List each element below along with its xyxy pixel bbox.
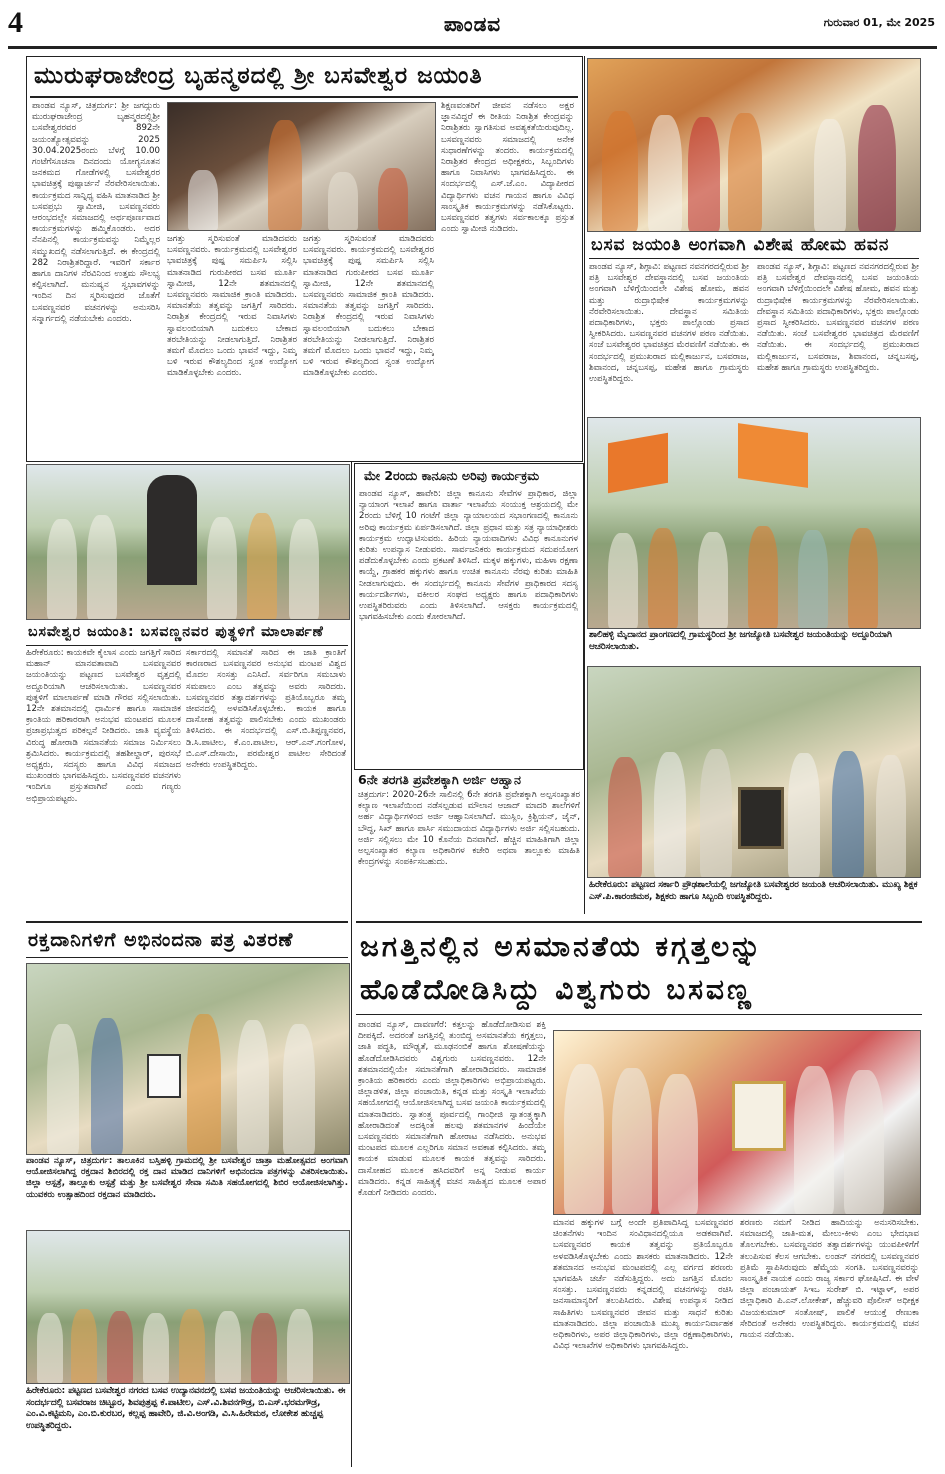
- story2-body-a: ಪಾಂಡವ ನ್ಯೂಸ್, ಶಿಗ್ಗಾವಿ: ಪಟ್ಟಣದ ನವನಗರದಲ್ಲಿರುವ ಶ್ರೀ ಪತ್ರಿ ಬಸವೇಶ್ವರ ದೇವಸ್ಥಾನದಲ್ಲಿ ಬಸವ ಜಯಂತಿಯ ಅಂಗವಾಗಿ ಬೆಳಿಗ್ಗೆಯಿಂದಲೇ ವಿಶೇಷ ಹೋಮ, ಹವನ ಮತ್ತು ರುದ್ರಾಭಿಷೇಕ ಕಾರ್ಯಕ್ರಮಗಳನ್ನು ನೆರವೇರಿಸಲಾಯಿತು. ದೇವಸ್ಥಾನ ಸಮಿತಿಯ ಪದಾಧಿಕಾರಿಗಳು, ಭಕ್ತರು ಪಾಲ್ಗೊಂಡು ಪ್ರಸಾದ ಸ್ವೀಕರಿಸಿದರು. ಬಸವಣ್ಣನವರ ವಚನಗಳ ಪಠಣ ನಡೆಯಿತು. ಸಂಜೆ ಬಸವೇಶ್ವರರ ಭಾವಚಿತ್ರದ ಮೆರವಣಿಗೆ ನಡೆಯಿತು. ಈ ಸಂದರ್ಭದಲ್ಲಿ ಪ್ರಮುಖರಾದ ಮಲ್ಲಿಕಾರ್ಜುನ, ಬಸವರಾಜ, ಶಿವಾನಂದ, ಚನ್ನಬಸಪ್ಪ, ಮಹೇಶ ಹಾಗೂ ಗ್ರಾಮಸ್ಥರು ಉಪಸ್ಥಿತರಿದ್ದರು.: [589, 262, 749, 385]
- story3-headline: ಮೇ 2ರಂದು ಕಾನೂನು ಅರಿವು ಕಾರ್ಯಕ್ರಮ: [358, 466, 578, 486]
- caption-right2: ಹಿರೇಕೆರೂರು: ಪಟ್ಟಣದ ಸರ್ಕಾರಿ ಪ್ರೌಢಶಾಲೆಯಲ್ಲಿ ಜಗಜ್ಯೋತಿ ಬಸವೇಶ್ವರರ ಜಯಂತಿ ಆಚರಿಸಲಾಯಿತು. ಮುಖ್ಯ ಶಿಕ್ಷಕ ಎಸ್.ಪಿ.ಕಾರಂಜಿಮಠ, ಶಿಕ್ಷಕರು ಹಾಗೂ ಸಿಬ್ಬಂದಿ ಉಪಸ್ಥಿತರಿದ್ದರು.: [589, 880, 918, 902]
- story1-headline: ಮುರುಘರಾಜೇಂದ್ರ ಬೃಹನ್ಮಠದಲ್ಲಿ ಶ್ರೀ ಬಸವೇಶ್ವರ ಜಯಂತಿ: [34, 63, 483, 89]
- story7-col-a: ಪಾಂಡವ ನ್ಯೂಸ್, ದಾವಣಗೆರೆ: ಕತ್ತಲನ್ನು ಹೊಡೆದೋಡಿಸುವ ಶಕ್ತಿ ದೀಪಕ್ಕಿದೆ. ಅದರಂತೆ ಜಗತ್ತಿನಲ್ಲಿ ತುಂಬಿದ್ದ ಅಸಮಾನತೆಯ ಕಗ್ಗತ್ತಲು, ಜಾತಿ ಪದ್ಧತಿ, ಮೌಢ್ಯತೆ, ಮೂಢನಂಬಿಕೆ ಹಾಗೂ ಶೋಷಣೆಯನ್ನು ಹೊಡೆದೋಡಿಸಿದವರು ವಿಶ್ವಗುರು ಬಸವಣ್ಣನವರು. 12ನೇ ಶತಮಾನದಲ್ಲಿಯೇ ಸಮಾನತೆಗಾಗಿ ಹೋರಾಡಿದವರು. ಸಾಮಾಜಿಕ ಕ್ರಾಂತಿಯ ಹರಿಕಾರರು ಎಂದು ಜಿಲ್ಲಾಧಿಕಾರಿಗಳು ಅಭಿಪ್ರಾಯಪಟ್ಟರು. ಜಿಲ್ಲಾಡಳಿತ, ಜಿಲ್ಲಾ ಪಂಚಾಯಿತಿ, ಕನ್ನಡ ಮತ್ತು ಸಂಸ್ಕೃತಿ ಇಲಾಖೆಯ ಸಹಯೋಗದಲ್ಲಿ ಆಯೋಜಿಸಲಾಗಿದ್ದ ಬಸವ ಜಯಂತಿ ಕಾರ್ಯಕ್ರಮದಲ್ಲಿ ಮಾತನಾಡಿದರು. ಸ್ವಾತಂತ್ರ್ಯ ಪೂರ್ವದಲ್ಲಿ ಗಾಂಧೀಜಿ ಸ್ವಾತಂತ್ರ್ಯಕ್ಕಾಗಿ ಹೋರಾಡಿದಂತೆ ಅದಕ್ಕಿಂತ ಹಲವು ಶತಮಾನಗಳ ಹಿಂದೆಯೇ ಬಸವಣ್ಣನವರು ಸಮಾನತೆಗಾಗಿ ಹೋರಾಟ ನಡೆಸಿದರು. ಅನುಭವ ಮಂಟಪದ ಮೂಲಕ ಎಲ್ಲರಿಗೂ ಸಮಾನ ಅವಕಾಶ ಕಲ್ಪಿಸಿದರು. ತಮ್ಮ ಕಾಯಕ ಮಾಡುವ ಮೂಲಕ ಕಾಯಕ ತತ್ವವನ್ನು ಸಾರಿದರು. ದಾಸೋಹದ ಮೂಲಕ ಹಸಿದವರಿಗೆ ಅನ್ನ ನೀಡುವ ಕಾರ್ಯ ಮಾಡಿದರು. ಕನ್ನಡ ಸಾಹಿತ್ಯಕ್ಕೆ ವಚನ ಸಾಹಿತ್ಯದ ಮೂಲಕ ಅಪಾರ ಕೊಡುಗೆ ನೀಡಿದರು ಎಂದರು.: [358, 1020, 546, 1199]
- story7-rule: [356, 1014, 922, 1015]
- story4-body: ಚಿತ್ರದುರ್ಗ: 2020-26ನೇ ಸಾಲಿನಲ್ಲಿ 6ನೇ ತರಗತಿ ಪ್ರವೇಶಕ್ಕಾಗಿ ಅಲ್ಪಸಂಖ್ಯಾತರ ಕಲ್ಯಾಣ ಇಲಾಖೆಯಿಂದ ನಡೆಸಲ್ಪಡುವ ಮೌಲಾನ ಆಜಾದ್ ಮಾದರಿ ಶಾಲೆಗಳಿಗೆ ಅರ್ಹ ವಿದ್ಯಾರ್ಥಿಗಳಿಂದ ಅರ್ಜಿ ಆಹ್ವಾನಿಸಲಾಗಿದೆ. ಮುಸ್ಲಿಂ, ಕ್ರಿಶ್ಚಿಯನ್, ಜೈನ್, ಬೌದ್ಧ, ಸಿಖ್ ಹಾಗೂ ಪಾರ್ಸಿ ಸಮುದಾಯದ ವಿದ್ಯಾರ್ಥಿಗಳು ಅರ್ಜಿ ಸಲ್ಲಿಸಬಹುದು. ಅರ್ಜಿ ಸಲ್ಲಿಸಲು ಮೇ 10 ಕೊನೆಯ ದಿನವಾಗಿದೆ. ಹೆಚ್ಚಿನ ಮಾಹಿತಿಗಾಗಿ ಜಿಲ್ಲಾ ಅಲ್ಪಸಂಖ್ಯಾತರ ಕಲ್ಯಾಣ ಅಧಿಕಾರಿಗಳ ಕಚೇರಿ ಅಥವಾ ತಾಲ್ಲೂಕು ಮಾಹಿತಿ ಕೇಂದ್ರಗಳನ್ನು ಸಂಪರ್ಕಿಸಬಹುದು.: [358, 790, 580, 868]
- flag-photo: [587, 417, 921, 629]
- story6-rule-top: [26, 921, 348, 923]
- col-rule-1: [584, 56, 585, 914]
- header-rule: [8, 46, 937, 49]
- story7-col-c: ಶರಣರು ನಮಗೆ ನೀಡಿದ ಹಾದಿಯನ್ನು ಅನುಸರಿಸಬೇಕು. ಸಮಾಜದಲ್ಲಿ ಜಾತಿ-ಮತ, ಮೇಲು-ಕೀಳು ಎಂಬ ಭೇದಭಾವ ತೊಲಗಬೇಕು. ಬಸವಣ್ಣನವರ ತತ್ವಾದರ್ಶಗಳನ್ನು ಯುವಪೀಳಿಗೆಗೆ ತಲುಪಿಸುವ ಕೆಲಸ ಆಗಬೇಕು. ಲಂಡನ್ ನಗರದಲ್ಲಿ ಬಸವಣ್ಣನವರ ಪ್ರತಿಮೆ ಸ್ಥಾಪಿಸಿರುವುದು ಹೆಮ್ಮೆಯ ಸಂಗತಿ. ಬಸವಣ್ಣನವರನ್ನು ಸಾಂಸ್ಕೃತಿಕ ನಾಯಕ ಎಂದು ರಾಜ್ಯ ಸರ್ಕಾರ ಘೋಷಿಸಿದೆ. ಈ ವೇಳೆ ಜಿಲ್ಲಾ ಪಂಚಾಯತ್ ಸಿಇಒ ಸುರೇಶ್ ಬಿ. ಇಟ್ನಾಳ್, ಅಪರ ಜಿಲ್ಲಾಧಿಕಾರಿ ಪಿ.ಎನ್.ಲೋಕೇಶ್, ಹೆಚ್ಚುವರಿ ಪೊಲೀಸ್ ಅಧೀಕ್ಷಕ ವಿಜಯಕುಮಾರ್ ಸಂತೋಷ್, ಪಾಲಿಕೆ ಆಯುಕ್ತೆ ರೇಣುಕಾ ಸೇರಿದಂತೆ ಅನೇಕರು ಉಪಸ್ಥಿತರಿದ್ದರು. ಕಾರ್ಯಕ್ರಮದಲ್ಲಿ ವಚನ ಗಾಯನ ನಡೆಯಿತು.: [740, 1218, 919, 1341]
- story7-photo: [553, 1030, 921, 1215]
- story6-rule: [26, 957, 348, 958]
- park-photo: [26, 1230, 350, 1384]
- story5-body2: ಸರ್ಕಾರದಲ್ಲಿ ಸಮಾನತೆ ಸಾರಿದ ಈ ಜಾತಿ ಕ್ರಾಂತಿಗೆ ಕಾರಣರಾದ ಬಸವಣ್ಣನವರ ಅನುಭವ ಮಂಟಪ ವಿಶ್ವದ ಮೊದಲ ಸಂಸತ್ತು ಎನಿಸಿದೆ. ಸರ್ವರಿಗೂ ಸಮಬಾಳು ಸಮಪಾಲು ಎಂಬ ತತ್ವವನ್ನು ಅವರು ಸಾರಿದರು. ಬಸವಣ್ಣನವರ ತತ್ವಾದರ್ಶಗಳನ್ನು ಪ್ರತಿಯೊಬ್ಬರೂ ತಮ್ಮ ಜೀವನದಲ್ಲಿ ಅಳವಡಿಸಿಕೊಳ್ಳಬೇಕು. ಕಾಯಕ ಹಾಗೂ ದಾಸೋಹ ತತ್ವವನ್ನು ಪಾಲಿಸಬೇಕು ಎಂದು ಮುಖಂಡರು ತಿಳಿಸಿದರು. ಈ ಸಂದರ್ಭದಲ್ಲಿ ಎಸ್.ಬಿ.ತಿಪ್ಪಣ್ಣನವರ, ಡಿ.ಸಿ.ಪಾಟೀಲ, ಕೆ.ಎಂ.ಪಾಟೀಲ, ಆರ್.ಎನ್.ಗಂಗೋಳ, ಬಿ.ಎಸ್.ದೇಸಾಯಿ, ಪರಮೇಶ್ವರ ಪಾಟೀಲ ಸೇರಿದಂತೆ ಅನೇಕರು ಉಪಸ್ಥಿತರಿದ್ದರು.: [186, 648, 346, 771]
- story5-rule: [26, 645, 348, 646]
- story1-rule: [30, 96, 578, 98]
- caption-left-bottom: ಹಿರೇಕೆರೂರು: ಪಟ್ಟಣದ ಬಸವೇಶ್ವರ ನಗರದ ಬಸವ ಉದ್ಯಾನವನದಲ್ಲಿ ಬಸವ ಜಯಂತಿಯನ್ನು ಆಚರಿಸಲಾಯಿತು. ಈ ಸಂದರ್ಭದಲ್ಲಿ ಬಸವರಾಜ ಚಿಟ್ಟೂರ, ಶಿವಪುತ್ರಪ್ಪ ಕೆ.ಪಾಟೀಲ, ಎಸ್.ವಿ.ಶಿವನಗೌಡ್ರ, ಬಿ.ಎಸ್.ಭರಮಗೌಡ್ರ, ಎಂ.ವಿ.ಕಟ್ಟಿಮನಿ, ಎಂ.ಬಿ.ಕುರಬರ, ಕಲ್ಲಪ್ಪ ಹಾವೇರಿ, ಜಿ.ವಿ.ಅಂಗಡಿ, ವಿ.ಸಿ.ಹಿರೇಮಠ, ಲೋಕೇಶ ಹುಚ್ಚಪ್ಪ ಉಪಸ್ಥಿತರಿದ್ದರು.: [26, 1386, 346, 1431]
- story2-photo: [587, 58, 921, 232]
- story5-photo: [26, 464, 350, 620]
- story3-body: ಪಾಂಡವ ನ್ಯೂಸ್, ಹಾವೇರಿ: ಜಿಲ್ಲಾ ಕಾನೂನು ಸೇವೆಗಳ ಪ್ರಾಧಿಕಾರ, ಜಿಲ್ಲಾ ನ್ಯಾಯಾಂಗ ಇಲಾಖೆ ಹಾಗೂ ವಾರ್ತಾ ಇಲಾಖೆಯ ಸಂಯುಕ್ತ ಆಶ್ರಯದಲ್ಲಿ ಮೇ 2ರಂದು ಬೆಳಿಗ್ಗೆ 10 ಗಂಟೆಗೆ ಜಿಲ್ಲಾ ನ್ಯಾಯಾಲಯದ ಸಭಾಂಗಣದಲ್ಲಿ ಕಾನೂನು ಅರಿವು ಕಾರ್ಯಕ್ರಮ ಏರ್ಪಡಿಸಲಾಗಿದೆ. ಜಿಲ್ಲಾ ಪ್ರಧಾನ ಮತ್ತು ಸತ್ರ ನ್ಯಾಯಾಧೀಶರು ಕಾರ್ಯಕ್ರಮ ಉದ್ಘಾಟಿಸುವರು. ಹಿರಿಯ ನ್ಯಾಯವಾದಿಗಳು ವಿವಿಧ ಕಾನೂನುಗಳ ಕುರಿತು ಉಪನ್ಯಾಸ ನೀಡುವರು. ಸಾರ್ವಜನಿಕರು ಕಾರ್ಯಕ್ರಮದ ಸದುಪಯೋಗ ಪಡೆದುಕೊಳ್ಳಬೇಕು ಎಂದು ಪ್ರಕಟಣೆ ತಿಳಿಸಿದೆ. ಮಕ್ಕಳ ಹಕ್ಕುಗಳು, ಮಹಿಳಾ ರಕ್ಷಣಾ ಕಾಯ್ದೆ, ಗ್ರಾಹಕರ ಹಕ್ಕುಗಳು ಹಾಗೂ ಉಚಿತ ಕಾನೂನು ನೆರವು ಕುರಿತು ಮಾಹಿತಿ ನೀಡಲಾಗುವುದು. ಈ ಸಂದರ್ಭದಲ್ಲಿ ಕಾನೂನು ಸೇವೆಗಳ ಪ್ರಾಧಿಕಾರದ ಸದಸ್ಯ ಕಾರ್ಯದರ್ಶಿಗಳು, ವಕೀಲರ ಸಂಘದ ಅಧ್ಯಕ್ಷರು ಹಾಗೂ ಪದಾಧಿಕಾರಿಗಳು ಉಪಸ್ಥಿತರಿರುವರು ಎಂದು ತಿಳಿಸಲಾಗಿದೆ. ಆಸಕ್ತರು ಕಾರ್ಯಕ್ರಮದಲ್ಲಿ ಭಾಗವಹಿಸಬೇಕು ಎಂದು ಕೋರಲಾಗಿದೆ.: [359, 489, 578, 623]
- story7-headline-line2: ಹೊಡೆದೋಡಿಸಿದ್ದು ವಿಶ್ವಗುರು ಬಸವಣ್ಣ: [360, 973, 754, 1006]
- story5-body: ಹಿರೇಕೆರೂರು: ಕಾಯಕವೇ ಕೈಲಾಸ ಎಂದು ಜಗತ್ತಿಗೆ ಸಾರಿದ ಮಹಾನ್ ಮಾನವತಾವಾದಿ ಬಸವಣ್ಣನವರ ಜಯಂತಿಯನ್ನು ಪಟ್ಟಣದ ಬಸವೇಶ್ವರ ವೃತ್ತದಲ್ಲಿ ಅದ್ದೂರಿಯಾಗಿ ಆಚರಿಸಲಾಯಿತು. ಬಸವಣ್ಣನವರ ಪುತ್ಥಳಿಗೆ ಮಾಲಾರ್ಪಣೆ ಮಾಡಿ ಗೌರವ ಸಲ್ಲಿಸಲಾಯಿತು. 12ನೇ ಶತಮಾನದಲ್ಲಿ ಧಾರ್ಮಿಕ ಹಾಗೂ ಸಾಮಾಜಿಕ ಕ್ರಾಂತಿಯ ಹರಿಕಾರರಾಗಿ ಅನುಭವ ಮಂಟಪದ ಮೂಲಕ ಪ್ರಜಾಪ್ರಭುತ್ವದ ಪರಿಕಲ್ಪನೆ ನೀಡಿದರು. ಜಾತಿ ವ್ಯವಸ್ಥೆಯ ವಿರುದ್ಧ ಹೋರಾಡಿ ಸಮಾನತೆಯ ಸಮಾಜ ನಿರ್ಮಿಸಲು ಶ್ರಮಿಸಿದರು. ಕಾರ್ಯಕ್ರಮದಲ್ಲಿ ತಹಶೀಲ್ದಾರ್, ಪುರಸಭೆ ಅಧ್ಯಕ್ಷರು, ಸದಸ್ಯರು ಹಾಗೂ ವಿವಿಧ ಸಮಾಜದ ಮುಖಂಡರು ಭಾಗವಹಿಸಿದ್ದರು. ಬಸವಣ್ಣನವರ ವಚನಗಳು ಇಂದಿಗೂ ಪ್ರಸ್ತುತವಾಗಿವೆ ಎಂದು ಗಣ್ಯರು ಅಭಿಪ್ರಾಯಪಟ್ಟರು.: [26, 648, 181, 804]
- masthead: ಪಾಂಡವ: [443, 12, 502, 36]
- page-number: 4: [8, 6, 23, 39]
- story6-headline: ರಕ್ತದಾನಿಗಳಿಗೆ ಅಭಿನಂದನಾ ಪತ್ರ ವಿತರಣೆ: [28, 929, 294, 951]
- story7-col-b: ಮಾನವ ಹಕ್ಕುಗಳ ಬಗ್ಗೆ ಅಂದೇ ಪ್ರತಿಪಾದಿಸಿದ್ದ ಬಸವಣ್ಣನವರ ಚಿಂತನೆಗಳು ಇಂದಿನ ಸಂವಿಧಾನದಲ್ಲಿಯೂ ಅಡಕವಾಗಿವೆ. ಬಸವಣ್ಣನವರ ಕಾಯಕ ತತ್ವವನ್ನು ಪ್ರತಿಯೊಬ್ಬರೂ ಅಳವಡಿಸಿಕೊಳ್ಳಬೇಕು ಎಂದು ಶಾಸಕರು ಮಾತನಾಡಿದರು. 12ನೇ ಶತಮಾನದ ಅನುಭವ ಮಂಟಪದಲ್ಲಿ ಎಲ್ಲ ವರ್ಗದ ಶರಣರು ಭಾಗವಹಿಸಿ ಚರ್ಚೆ ನಡೆಸುತ್ತಿದ್ದರು. ಅದು ಜಗತ್ತಿನ ಮೊದಲ ಸಂಸತ್ತು. ಬಸವಣ್ಣನವರು ಕನ್ನಡದಲ್ಲಿ ವಚನಗಳನ್ನು ರಚಿಸಿ ಜನಸಾಮಾನ್ಯರಿಗೆ ತಲುಪಿಸಿದರು. ವಿಶೇಷ ಉಪನ್ಯಾಸ ನೀಡಿದ ಸಾಹಿತಿಗಳು ಬಸವಣ್ಣನವರ ಜೀವನ ಮತ್ತು ಸಾಧನೆ ಕುರಿತು ಮಾತನಾಡಿದರು. ಜಿಲ್ಲಾ ಪಂಚಾಯಿತಿ ಮುಖ್ಯ ಕಾರ್ಯನಿರ್ವಾಹಕ ಅಧಿಕಾರಿಗಳು, ಅಪರ ಜಿಲ್ಲಾಧಿಕಾರಿಗಳು, ಜಿಲ್ಲಾ ರಕ್ಷಣಾಧಿಕಾರಿಗಳು, ವಿವಿಧ ಇಲಾಖೆಗಳ ಅಧಿಕಾರಿಗಳು ಭಾಗವಹಿಸಿದ್ದರು.: [553, 1218, 733, 1352]
- story1-col-a: ಪಾಂಡವ ನ್ಯೂಸ್, ಚಿತ್ರದುರ್ಗ: ಶ್ರೀ ಜಗದ್ಗುರು ಮುರುಘರಾಜೇಂದ್ರ ಬೃಹನ್ಮಠದಲ್ಲಿಶ್ರೀ ಬಸವೇಶ್ವರರವರ 892ನೇ ಜಯಂತ್ಯೋತ್ಸವವನ್ನು 2025 30.04.2025ರಂದು ಬೆಳಗ್ಗೆ 10.00 ಗಂಟೆಗೆಸೂಚನಾ ದಿನದಂದು ಯೋಗ್ಯನೂತನ ಜನಕಮದ ಗೋಡೆಗಳಲ್ಲಿ ಬಸವೇಶ್ವರರ ಭಾವಚಿತ್ರಕ್ಕೆ ಪುಷ್ಪಾರ್ಚನೆ ನೆರವೇರಿಸಲಾಯಿತು. ಕಾರ್ಯಕ್ರಮದ ಸಾನ್ನಿಧ್ಯ ವಹಿಸಿ ಮಾತನಾಡಿದ ಶ್ರೀ ಬಸವಪ್ರಭು ಸ್ವಾಮೀಜಿ, ಬಸವಣ್ಣನವರು ಆರಂಭದಲ್ಲೇ ಸಮಾಜದಲ್ಲಿ ಅರ್ಥಪೂರ್ಣವಾದ ಕಾರ್ಯಕ್ರಮಗಳನ್ನು ಹಮ್ಮಿಕೊಂಡರು. ಅದರ ನೆನಪಿನಲ್ಲಿ ಕಾರ್ಯಕ್ರಮವನ್ನು ನಿಮ್ಮೆಲ್ಲರ ಸಮ್ಮುಖದಲ್ಲಿ ನಡೆಸಲಾಗುತ್ತಿದೆ. ಈ ಕೇಂದ್ರದಲ್ಲಿ 282 ನಿರಾಶ್ರಿತರಿದ್ದಾರೆ. ಇವರಿಗೆ ಸರ್ಕಾರ ಹಾಗೂ ದಾನಿಗಳ ನೆರವಿನಿಂದ ಉತ್ತಮ ಸೌಲಭ್ಯ ಕಲ್ಪಿಸಲಾಗಿದೆ. ಮನುಷ್ಯನ ಸ್ವಭಾವಗಳನ್ನು ಇಂದಿನ ದಿನ ಸ್ಮರಿಸುವುದರ ಜೊತೆಗೆ ಬಸವಣ್ಣನವರ ವಚನಗಳನ್ನು ಅನುಸರಿಸಿ ಸನ್ಮಾರ್ಗದಲ್ಲಿ ನಡೆಯಬೇಕು ಎಂದರು.: [32, 101, 160, 324]
- story1-col-b2: ಜಗತ್ತು ಸ್ಮರಿಸುವಂತೆ ಮಾಡಿದವರು ಬಸವಣ್ಣನವರು. ಕಾರ್ಯಕ್ರಮದಲ್ಲಿ ಬಸವೇಶ್ವರರ ಭಾವಚಿತ್ರಕ್ಕೆ ಪುಷ್ಪ ಸಮರ್ಪಿಸಿ ಸಲ್ಲಿಸಿ ಮಾತನಾಡಿದ ಗುರುಪೀಠದ ಬಸವ ಮೂರ್ತಿ ಸ್ವಾಮೀಜಿ, 12ನೇ ಶತಮಾನದಲ್ಲಿ ಬಸವಣ್ಣನವರು ಸಾಮಾಜಿಕ ಕ್ರಾಂತಿ ಮಾಡಿದರು. ಸಮಾನತೆಯ ತತ್ವವನ್ನು ಜಗತ್ತಿಗೆ ಸಾರಿದರು. ನಿರಾಶ್ರಿತ ಕೇಂದ್ರದಲ್ಲಿ ಇರುವ ನಿವಾಸಿಗಳು ಸ್ವಾವಲಂಬಿಯಾಗಿ ಬದುಕಲು ಬೇಕಾದ ತರಬೇತಿಯನ್ನು ನೀಡಲಾಗುತ್ತಿದೆ. ನಿರಾಶ್ರಿತರ ತಮಗೆ ಮೊದಲು ಒಂದು ಭಾವನೆ ಇದ್ದು, ನಿಮ್ಮ ಬಳಿ ಇರುವ ಕೌಶಲ್ಯದಿಂದ ಸ್ವಂತ ಉದ್ಯೋಗ ಮಾಡಿಕೊಳ್ಳಬೇಕು ಎಂದರು.: [303, 234, 434, 379]
- story1-photo: [167, 102, 436, 231]
- story1-col-b: ಜಗತ್ತು ಸ್ಮರಿಸುವಂತೆ ಮಾಡಿದವರು ಬಸವಣ್ಣನವರು. ಕಾರ್ಯಕ್ರಮದಲ್ಲಿ ಬಸವೇಶ್ವರರ ಭಾವಚಿತ್ರಕ್ಕೆ ಪುಷ್ಪ ಸಮರ್ಪಿಸಿ ಸಲ್ಲಿಸಿ ಮಾತನಾಡಿದ ಗುರುಪೀಠದ ಬಸವ ಮೂರ್ತಿ ಸ್ವಾಮೀಜಿ, 12ನೇ ಶತಮಾನದಲ್ಲಿ ಬಸವಣ್ಣನವರು ಸಾಮಾಜಿಕ ಕ್ರಾಂತಿ ಮಾಡಿದರು. ಸಮಾನತೆಯ ತತ್ವವನ್ನು ಜಗತ್ತಿಗೆ ಸಾರಿದರು. ನಿರಾಶ್ರಿತ ಕೇಂದ್ರದಲ್ಲಿ ಇರುವ ನಿವಾಸಿಗಳು ಸ್ವಾವಲಂಬಿಯಾಗಿ ಬದುಕಲು ಬೇಕಾದ ತರಬೇತಿಯನ್ನು ನೀಡಲಾಗುತ್ತಿದೆ. ನಿರಾಶ್ರಿತರ ತಮಗೆ ಮೊದಲು ಒಂದು ಭಾವನೆ ಇದ್ದು, ನಿಮ್ಮ ಬಳಿ ಇರುವ ಕೌಶಲ್ಯದಿಂದ ಸ್ವಂತ ಉದ್ಯೋಗ ಮಾಡಿಕೊಳ್ಳಬೇಕು ಎಂದರು.: [167, 234, 297, 379]
- date-line: ಗುರುವಾರ 01, ಮೇ 2025: [823, 16, 935, 29]
- story1-col-c: ಶಿಕ್ಷಣವಂತರಿಗೆ ಜೀವನ ನಡೆಸಲು ಅಕ್ಷರ ಜ್ಞಾನವಿದ್ದರೆ ಈ ರೀತಿಯ ನಿರಾಶ್ರಿತ ಕೇಂದ್ರವನ್ನು ನಿರಾಶ್ರಿತರು ಸ್ವಾಗತಿಸುವ ಅವಶ್ಯಕತೆಯಿರುವುದಿಲ್ಲ. ಬಸವಣ್ಣನವರು ಸಮಾಜದಲ್ಲಿ ಅನೇಕ ಸುಧಾರಣೆಗಳನ್ನು ತಂದರು. ಕಾರ್ಯಕ್ರಮದಲ್ಲಿ ನಿರಾಶ್ರಿತರ ಕೇಂದ್ರದ ಅಧೀಕ್ಷಕರು, ಸಿಬ್ಬಂದಿಗಳು ಹಾಗೂ ನಿವಾಸಿಗಳು ಭಾಗವಹಿಸಿದ್ದರು. ಈ ಸಂದರ್ಭದಲ್ಲಿ ಎಸ್.ಜೆ.ಎಂ. ವಿದ್ಯಾಪೀಠದ ವಿದ್ಯಾರ್ಥಿಗಳು ವಚನ ಗಾಯನ ಹಾಗೂ ವಿವಿಧ ಸಾಂಸ್ಕೃತಿಕ ಕಾರ್ಯಕ್ರಮಗಳನ್ನು ನಡೆಸಿಕೊಟ್ಟರು. ಬಸವಣ್ಣನವರ ತತ್ವಗಳು ಸರ್ವಕಾಲಕ್ಕೂ ಪ್ರಸ್ತುತ ಎಂದು ಸ್ವಾಮೀಜಿ ನುಡಿದರು.: [441, 101, 574, 235]
- col-rule-2: [351, 462, 352, 1467]
- story7-headline-line1: ಜಗತ್ತಿನಲ್ಲಿನ ಅಸಮಾನತೆಯ ಕಗ್ಗತ್ತಲನ್ನು: [360, 930, 764, 963]
- story2-rule: [589, 258, 919, 259]
- story5-headline: ಬಸವೇಶ್ವರ ಜಯಂತಿ: ಬಸವಣ್ಣನವರ ಪುತ್ಥಳಿಗೆ ಮಾಲಾರ್ಪಣೆ: [28, 624, 324, 640]
- story2-headline: ಬಸವ ಜಯಂತಿ ಅಂಗವಾಗಿ ವಿಶೇಷ ಹೋಮ ಹವನ: [591, 235, 890, 255]
- story4-headline: 6ನೇ ತರಗತಿ ಪ್ರವೇಶಕ್ಕಾಗಿ ಅರ್ಜಿ ಆಹ್ವಾನ: [358, 772, 522, 787]
- story6-caption: ಪಾಂಡವ ನ್ಯೂಸ್, ಚಿತ್ರದುರ್ಗ: ತಾಲೂಕಿನ ಬಸ್ತಿಹಳ್ಳಿ ಗ್ರಾಮದಲ್ಲಿ ಶ್ರೀ ಬಸವೇಶ್ವರ ಜಾತ್ರಾ ಮಹೋತ್ಸವದ ಅಂಗವಾಗಿ ಆಯೋಜಿಸಲಾಗಿದ್ದ ರಕ್ತದಾನ ಶಿಬಿರದಲ್ಲಿ ರಕ್ತ ದಾನ ಮಾಡಿದ ದಾನಿಗಳಿಗೆ ಅಭಿನಂದನಾ ಪತ್ರಗಳನ್ನು ವಿತರಿಸಲಾಯಿತು. ಜಿಲ್ಲಾ ಆಸ್ಪತ್ರೆ, ತಾಲ್ಲೂಕು ಆಸ್ಪತ್ರೆ ಮತ್ತು ಶ್ರೀ ಬಸವೇಶ್ವರ ಸೇವಾ ಸಮಿತಿ ಸಹಯೋಗದಲ್ಲಿ ಶಿಬಿರ ಆಯೋಜಿಸಲಾಗಿತ್ತು. ಯುವಕರು ಉತ್ಸಾಹದಿಂದ ರಕ್ತದಾನ ಮಾಡಿದರು.: [26, 1156, 348, 1200]
- story2-body-b: ಪಾಂಡವ ನ್ಯೂಸ್, ಶಿಗ್ಗಾವಿ: ಪಟ್ಟಣದ ನವನಗರದಲ್ಲಿರುವ ಶ್ರೀ ಪತ್ರಿ ಬಸವೇಶ್ವರ ದೇವಸ್ಥಾನದಲ್ಲಿ ಬಸವ ಜಯಂತಿಯ ಅಂಗವಾಗಿ ಬೆಳಿಗ್ಗೆಯಿಂದಲೇ ವಿಶೇಷ ಹೋಮ, ಹವನ ಮತ್ತು ರುದ್ರಾಭಿಷೇಕ ಕಾರ್ಯಕ್ರಮಗಳನ್ನು ನೆರವೇರಿಸಲಾಯಿತು. ದೇವಸ್ಥಾನ ಸಮಿತಿಯ ಪದಾಧಿಕಾರಿಗಳು, ಭಕ್ತರು ಪಾಲ್ಗೊಂಡು ಪ್ರಸಾದ ಸ್ವೀಕರಿಸಿದರು. ಬಸವಣ್ಣನವರ ವಚನಗಳ ಪಠಣ ನಡೆಯಿತು. ಸಂಜೆ ಬಸವೇಶ್ವರರ ಭಾವಚಿತ್ರದ ಮೆರವಣಿಗೆ ನಡೆಯಿತು. ಈ ಸಂದರ್ಭದಲ್ಲಿ ಪ್ರಮುಖರಾದ ಮಲ್ಲಿಕಾರ್ಜುನ, ಬಸವರಾಜ, ಶಿವಾನಂದ, ಚನ್ನಬಸಪ್ಪ, ಮಹೇಶ ಹಾಗೂ ಗ್ರಾಮಸ್ಥರು ಉಪಸ್ಥಿತರಿದ್ದರು.: [757, 262, 919, 373]
- caption-right1: ಶಾಲಿಹಳ್ಳಿ ಮೈದಾನದ ಪ್ರಾಂಗಣದಲ್ಲಿ ಗ್ರಾಮಸ್ಥರಿಂದ ಶ್ರೀ ಜಗಜ್ಯೋತಿ ಬಸವೇಶ್ವರ ಜಯಂತಿಯನ್ನು ಅದ್ದೂರಿಯಾಗಿ ಆಚರಿಸಲಾಯಿತು.: [589, 630, 892, 652]
- portrait-photo: [587, 666, 921, 878]
- story7-rule-top: [356, 921, 922, 923]
- story6-photo: [26, 963, 350, 1155]
